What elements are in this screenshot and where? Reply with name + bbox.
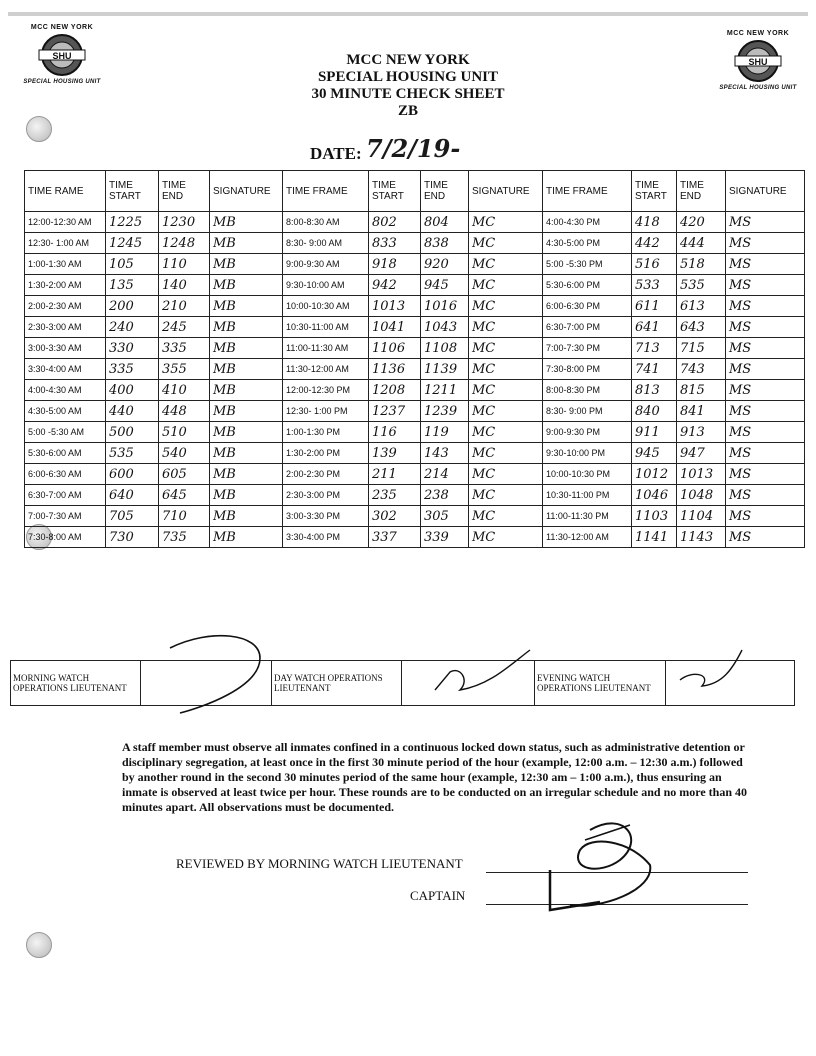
page-title (0, 52, 816, 120)
time-start-cell: 440 (106, 401, 159, 422)
time-end-cell: 815 (677, 380, 726, 401)
time-frame-cell: 9:30-10:00 PM (543, 443, 632, 464)
time-start-cell: 335 (106, 359, 159, 380)
time-start-cell: 1012 (632, 464, 677, 485)
table-row (25, 212, 805, 233)
signature-cell: MC (469, 338, 543, 359)
signature-cell: MB (210, 254, 283, 275)
time-start-cell: 105 (106, 254, 159, 275)
time-start-cell: 705 (106, 506, 159, 527)
time-frame-cell: 5:00 -5:30 AM (25, 422, 106, 443)
time-end-cell: 1043 (421, 317, 469, 338)
time-frame-cell: 2:30-3:00 PM (283, 485, 369, 506)
time-end-cell: 1108 (421, 338, 469, 359)
time-frame-cell: 1:00-1:30 AM (25, 254, 106, 275)
time-frame-cell: 12:00-12:30 PM (283, 380, 369, 401)
time-end-cell: 143 (421, 443, 469, 464)
signature-cell: MC (469, 317, 543, 338)
signature-cell: MS (726, 380, 805, 401)
time-start-cell: 1141 (632, 527, 677, 548)
time-end-cell: 1211 (421, 380, 469, 401)
time-start-cell: 611 (632, 296, 677, 317)
time-end-cell: 245 (159, 317, 210, 338)
table-row (25, 380, 805, 401)
time-start-cell: 135 (106, 275, 159, 296)
time-frame-cell: 9:00-9:30 PM (543, 422, 632, 443)
time-end-cell: 140 (159, 275, 210, 296)
time-frame-cell: 7:30-8:00 PM (543, 359, 632, 380)
time-end-cell: 1239 (421, 401, 469, 422)
signature-cell: MS (726, 296, 805, 317)
time-start-cell: 1237 (369, 401, 421, 422)
time-frame-cell: 10:00-10:30 AM (283, 296, 369, 317)
time-end-cell: 913 (677, 422, 726, 443)
time-frame-cell: 4:00-4:30 AM (25, 380, 106, 401)
time-start-cell: 500 (106, 422, 159, 443)
time-start-cell: 833 (369, 233, 421, 254)
time-end-cell: 643 (677, 317, 726, 338)
signature-cell: MS (726, 275, 805, 296)
time-end-cell: 1048 (677, 485, 726, 506)
time-frame-cell: 7:30-8:00 AM (25, 527, 106, 548)
signature-cell: MB (210, 296, 283, 317)
signature-cell: MB (210, 422, 283, 443)
logo-center-text: SHU (52, 51, 72, 61)
evening-lieutenant-signature (672, 640, 752, 700)
column-header: SIGNATURE (469, 171, 543, 212)
time-start-cell: 337 (369, 527, 421, 548)
time-end-cell: 238 (421, 485, 469, 506)
time-end-cell: 518 (677, 254, 726, 275)
morning-lieutenant-scribble (160, 628, 270, 718)
table-row (25, 296, 805, 317)
table-row (25, 317, 805, 338)
time-end-cell: 119 (421, 422, 469, 443)
time-start-cell: 1013 (369, 296, 421, 317)
instructions-paragraph: A staff member must observe all inmates confined in a continuous locked down status, such as administrative detention or disciplinary segregation, at least once in the first 30 minute period of the hour (example, 12:00 a.m. – 12:30 a.m.) followed by another round in the second 30 minutes period of the same hour (example, 12:30 am – 1:00 a.m.), thus ensuring an inmate is observed at least twice per hour. These rounds are to be conducted on an irregular schedule and no more than 40 minutes apart. All observations must be documented. (122, 740, 748, 814)
time-start-cell: 302 (369, 506, 421, 527)
signature-cell: MB (210, 401, 283, 422)
time-frame-cell: 12:30- 1:00 PM (283, 401, 369, 422)
signature-cell: MB (210, 317, 283, 338)
signature-cell: MB (210, 275, 283, 296)
time-frame-cell: 8:00-8:30 PM (543, 380, 632, 401)
time-start-cell: 418 (632, 212, 677, 233)
time-end-cell: 920 (421, 254, 469, 275)
time-frame-cell: 9:30-10:00 AM (283, 275, 369, 296)
time-end-cell: 605 (159, 464, 210, 485)
time-frame-cell: 3:00-3:30 PM (283, 506, 369, 527)
table-row (25, 359, 805, 380)
table-row (25, 464, 805, 485)
time-frame-cell: 11:30-12:00 AM (543, 527, 632, 548)
signature-cell: MS (726, 485, 805, 506)
column-header: TIME START (369, 171, 421, 212)
time-start-cell: 400 (106, 380, 159, 401)
time-start-cell: 240 (106, 317, 159, 338)
time-frame-cell: 10:00-10:30 PM (543, 464, 632, 485)
time-end-cell: 1230 (159, 212, 210, 233)
time-end-cell: 1248 (159, 233, 210, 254)
time-end-cell: 735 (159, 527, 210, 548)
time-frame-cell: 9:00-9:30 AM (283, 254, 369, 275)
day-lieutenant-signature (430, 640, 540, 700)
morning-watch-label: MORNING WATCH OPERATIONS LIEUTENANT (11, 661, 141, 706)
time-frame-cell: 2:30-3:00 AM (25, 317, 106, 338)
time-frame-cell: 5:30-6:00 AM (25, 443, 106, 464)
time-start-cell: 1208 (369, 380, 421, 401)
signature-cell: MS (726, 464, 805, 485)
time-start-cell: 200 (106, 296, 159, 317)
signature-cell: MS (726, 527, 805, 548)
table-row (25, 527, 805, 548)
time-frame-cell: 1:00-1:30 PM (283, 422, 369, 443)
signature-cell: MS (726, 212, 805, 233)
table-row (25, 338, 805, 359)
signature-cell: MC (469, 254, 543, 275)
signature-cell: MC (469, 296, 543, 317)
time-end-cell: 535 (677, 275, 726, 296)
time-start-cell: 1106 (369, 338, 421, 359)
time-end-cell: 448 (159, 401, 210, 422)
time-start-cell: 1136 (369, 359, 421, 380)
time-start-cell: 116 (369, 422, 421, 443)
time-frame-cell: 1:30-2:00 PM (283, 443, 369, 464)
table-header-row (25, 171, 805, 212)
time-start-cell: 840 (632, 401, 677, 422)
signature-cell: MS (726, 422, 805, 443)
logo-top-text: MCC NEW YORK (726, 30, 790, 37)
signature-cell: MC (469, 422, 543, 443)
time-frame-cell: 8:30- 9:00 PM (543, 401, 632, 422)
table-row (25, 275, 805, 296)
punch-hole (26, 116, 52, 142)
column-header: TIME RAME (25, 171, 106, 212)
time-end-cell: 214 (421, 464, 469, 485)
time-frame-cell: 11:00-11:30 AM (283, 338, 369, 359)
time-frame-cell: 6:00-6:30 AM (25, 464, 106, 485)
logo-top-text: MCC NEW YORK (30, 24, 94, 31)
signature-cell: MC (469, 380, 543, 401)
time-frame-cell: 7:00-7:30 PM (543, 338, 632, 359)
signature-cell: MB (210, 443, 283, 464)
signature-cell: MC (469, 401, 543, 422)
time-end-cell: 335 (159, 338, 210, 359)
title-line-3: 30 MINUTE CHECK SHEET (311, 86, 505, 102)
signature-cell: MC (469, 212, 543, 233)
signature-cell: MB (210, 464, 283, 485)
time-frame-cell: 3:30-4:00 PM (283, 527, 369, 548)
time-end-cell: 710 (159, 506, 210, 527)
time-start-cell: 713 (632, 338, 677, 359)
time-end-cell: 420 (677, 212, 726, 233)
time-frame-cell: 12:00-12:30 AM (25, 212, 106, 233)
column-header: SIGNATURE (210, 171, 283, 212)
time-start-cell: 211 (369, 464, 421, 485)
time-start-cell: 442 (632, 233, 677, 254)
time-frame-cell: 12:30- 1:00 AM (25, 233, 106, 254)
time-frame-cell: 11:30-12:00 AM (283, 359, 369, 380)
time-end-cell: 540 (159, 443, 210, 464)
time-start-cell: 813 (632, 380, 677, 401)
reviewer-signature (530, 810, 670, 920)
signature-cell: MB (210, 359, 283, 380)
time-frame-cell: 5:30-6:00 PM (543, 275, 632, 296)
time-start-cell: 139 (369, 443, 421, 464)
time-start-cell: 1103 (632, 506, 677, 527)
time-frame-cell: 2:00-2:30 AM (25, 296, 106, 317)
time-frame-cell: 7:00-7:30 AM (25, 506, 106, 527)
time-end-cell: 838 (421, 233, 469, 254)
time-end-cell: 210 (159, 296, 210, 317)
column-header: TIME FRAME (543, 171, 632, 212)
time-frame-cell: 11:00-11:30 PM (543, 506, 632, 527)
time-start-cell: 516 (632, 254, 677, 275)
time-frame-cell: 6:30-7:00 PM (543, 317, 632, 338)
signature-cell: MC (469, 464, 543, 485)
signature-cell: MB (210, 380, 283, 401)
time-frame-cell: 6:00-6:30 PM (543, 296, 632, 317)
table-row (25, 254, 805, 275)
time-end-cell: 1013 (677, 464, 726, 485)
punch-hole (26, 932, 52, 958)
time-frame-cell: 10:30-11:00 AM (283, 317, 369, 338)
time-start-cell: 741 (632, 359, 677, 380)
time-start-cell: 1046 (632, 485, 677, 506)
time-start-cell: 640 (106, 485, 159, 506)
time-frame-cell: 8:00-8:30 AM (283, 212, 369, 233)
logo-bottom-text: SPECIAL HOUSING UNIT (719, 85, 797, 91)
time-start-cell: 942 (369, 275, 421, 296)
title-line-4: ZB (397, 103, 418, 119)
signature-cell: MS (726, 401, 805, 422)
signature-cell: MS (726, 233, 805, 254)
time-start-cell: 330 (106, 338, 159, 359)
time-start-cell: 1041 (369, 317, 421, 338)
time-start-cell: 911 (632, 422, 677, 443)
table-row (25, 506, 805, 527)
time-frame-cell: 8:30- 9:00 AM (283, 233, 369, 254)
signature-cell: MB (210, 212, 283, 233)
time-start-cell: 802 (369, 212, 421, 233)
signature-cell: MC (469, 527, 543, 548)
column-header: TIME FRAME (283, 171, 369, 212)
signature-cell: MB (210, 338, 283, 359)
date-label: DATE: (310, 144, 362, 163)
time-frame-cell: 4:30-5:00 PM (543, 233, 632, 254)
time-end-cell: 945 (421, 275, 469, 296)
signature-cell: MB (210, 527, 283, 548)
table-row (25, 422, 805, 443)
time-start-cell: 945 (632, 443, 677, 464)
signature-cell: MC (469, 485, 543, 506)
time-end-cell: 339 (421, 527, 469, 548)
signature-cell: MS (726, 317, 805, 338)
signature-cell: MB (210, 485, 283, 506)
time-end-cell: 410 (159, 380, 210, 401)
time-frame-cell: 10:30-11:00 PM (543, 485, 632, 506)
time-end-cell: 110 (159, 254, 210, 275)
signature-cell: MC (469, 443, 543, 464)
time-end-cell: 1139 (421, 359, 469, 380)
column-header: TIME END (159, 171, 210, 212)
signature-cell: MB (210, 233, 283, 254)
time-frame-cell: 1:30-2:00 AM (25, 275, 106, 296)
time-frame-cell: 3:30-4:00 AM (25, 359, 106, 380)
time-frame-cell: 4:00-4:30 PM (543, 212, 632, 233)
time-frame-cell: 6:30-7:00 AM (25, 485, 106, 506)
time-end-cell: 444 (677, 233, 726, 254)
time-frame-cell: 4:30-5:00 AM (25, 401, 106, 422)
table-row (25, 401, 805, 422)
logo-center-text: SHU (748, 57, 768, 67)
signature-cell: MB (210, 506, 283, 527)
logo-bottom-text: SPECIAL HOUSING UNIT (23, 79, 101, 85)
time-end-cell: 804 (421, 212, 469, 233)
time-end-cell: 510 (159, 422, 210, 443)
column-header: SIGNATURE (726, 171, 805, 212)
column-header: TIME START (106, 171, 159, 212)
signature-cell: MC (469, 275, 543, 296)
check-log-table (24, 170, 805, 548)
signature-cell: MS (726, 443, 805, 464)
column-header: TIME END (677, 171, 726, 212)
signature-cell: MC (469, 233, 543, 254)
time-end-cell: 645 (159, 485, 210, 506)
time-start-cell: 641 (632, 317, 677, 338)
time-end-cell: 743 (677, 359, 726, 380)
evening-watch-label: EVENING WATCH OPERATIONS LIEUTENANT (535, 661, 666, 706)
time-start-cell: 1225 (106, 212, 159, 233)
time-start-cell: 918 (369, 254, 421, 275)
table-row (25, 233, 805, 254)
time-end-cell: 841 (677, 401, 726, 422)
time-frame-cell: 3:00-3:30 AM (25, 338, 106, 359)
signature-cell: MS (726, 359, 805, 380)
column-header: TIME END (421, 171, 469, 212)
table-body (25, 212, 805, 548)
time-end-cell: 305 (421, 506, 469, 527)
column-header: TIME START (632, 171, 677, 212)
time-end-cell: 1104 (677, 506, 726, 527)
time-frame-cell: 2:00-2:30 PM (283, 464, 369, 485)
table-row (25, 443, 805, 464)
time-start-cell: 235 (369, 485, 421, 506)
signature-cell: MS (726, 338, 805, 359)
time-end-cell: 1143 (677, 527, 726, 548)
date-field (310, 134, 461, 164)
title-line-2: SPECIAL HOUSING UNIT (317, 69, 499, 85)
title-line-1: MCC NEW YORK (346, 52, 470, 68)
day-watch-label: DAY WATCH OPERATIONS LIEUTENANT (272, 661, 402, 706)
time-start-cell: 533 (632, 275, 677, 296)
time-start-cell: 1245 (106, 233, 159, 254)
captain-label: CAPTAIN (410, 888, 466, 903)
time-end-cell: 355 (159, 359, 210, 380)
date-value: 7/2/19- (366, 134, 461, 163)
time-start-cell: 600 (106, 464, 159, 485)
scan-top-edge (8, 12, 808, 16)
time-end-cell: 947 (677, 443, 726, 464)
time-start-cell: 535 (106, 443, 159, 464)
time-start-cell: 730 (106, 527, 159, 548)
signature-cell: MS (726, 506, 805, 527)
table-row (25, 485, 805, 506)
time-end-cell: 715 (677, 338, 726, 359)
time-end-cell: 1016 (421, 296, 469, 317)
reviewed-label: REVIEWED BY MORNING WATCH LIEUTENANT (176, 856, 463, 871)
time-frame-cell: 5:00 -5:30 PM (543, 254, 632, 275)
time-end-cell: 613 (677, 296, 726, 317)
signature-cell: MS (726, 254, 805, 275)
signature-cell: MC (469, 506, 543, 527)
signature-cell: MC (469, 359, 543, 380)
